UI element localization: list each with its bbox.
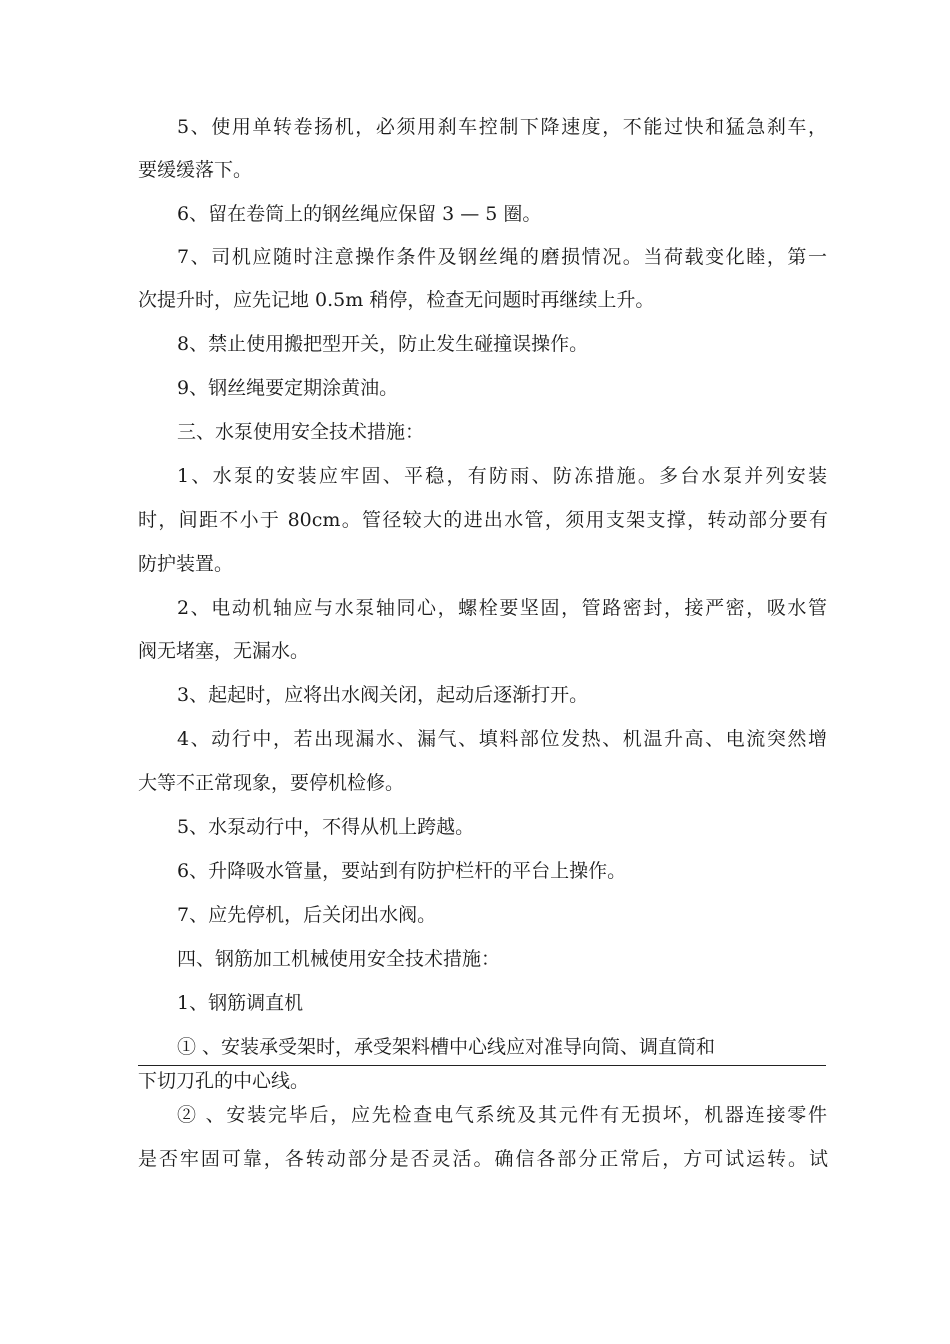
paragraph-line: 下切刀孔的中心线。 (138, 1070, 310, 1092)
paragraph-line: 要缓缓落下。 (138, 159, 253, 181)
divider-rule (138, 1065, 826, 1066)
paragraph-line: 5、使用单转卷扬机，必须用刹车控制下降速度，不能过快和猛急刹车， (177, 116, 827, 138)
section-heading: 三、水泵使用安全技术措施： (177, 421, 425, 443)
paragraph-line: 7、司机应随时注意操作条件及钢丝绳的磨损情况。当荷载变化睦，第一 (177, 246, 827, 268)
subsection-heading: 1、钢筋调直机 (177, 992, 304, 1014)
paragraph-line: 大等不正常现象，要停机检修。 (138, 772, 405, 794)
paragraph-line: 是否牢固可靠，各转动部分是否灵活。确信各部分正常后，方可试运转。试 (138, 1148, 828, 1170)
paragraph-line: 6、留在卷筒上的钢丝绳应保留 3 — 5 圈。 (177, 203, 542, 225)
paragraph-line: 7、应先停机，后关闭出水阀。 (177, 904, 437, 926)
section-heading: 四、钢筋加工机械使用安全技术措施： (177, 948, 501, 970)
paragraph-line: 6、升降吸水管量，要站到有防护栏杆的平台上操作。 (177, 860, 627, 882)
paragraph-line: 阀无堵塞，无漏水。 (138, 640, 310, 662)
paragraph-line: 1、水泵的安装应牢固、平稳，有防雨、防冻措施。多台水泵并列安装 (177, 465, 827, 487)
paragraph-line: 次提升时，应先记地 0.5m 稍停，检查无问题时再继续上升。 (138, 289, 655, 311)
paragraph-line: 3、起起时，应将出水阀关闭，起动后逐渐打开。 (177, 684, 589, 706)
paragraph-line: 5、水泵动行中，不得从机上跨越。 (177, 816, 475, 838)
paragraph-line: ② 、安装完毕后，应先检查电气系统及其元件有无损坏，机器连接零件 (177, 1104, 827, 1126)
paragraph-line: 时，间距不小于 80cm。管径较大的进出水管，须用支架支撑，转动部分要有 (138, 509, 828, 531)
paragraph-line: 4、动行中，若出现漏水、漏气、填料部位发热、机温升高、电流突然增 (177, 728, 827, 750)
paragraph-line: 9、钢丝绳要定期涂黄油。 (177, 377, 399, 399)
paragraph-line: ① 、安装承受架时，承受架料槽中心线应对准导向筒、调直筒和 (177, 1036, 716, 1058)
paragraph-line: 8、禁止使用搬把型开关，防止发生碰撞误操作。 (177, 333, 589, 355)
paragraph-line: 防护装置。 (138, 553, 234, 575)
paragraph-line: 2、电动机轴应与水泵轴同心，螺栓要坚固，管路密封，接严密，吸水管 (177, 597, 827, 619)
